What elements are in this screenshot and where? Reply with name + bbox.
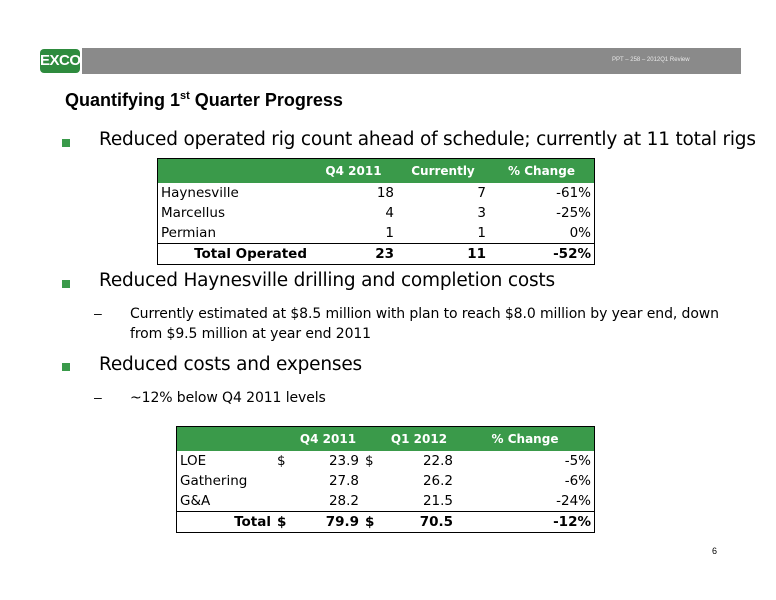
table-row (158, 203, 595, 223)
cost-row-cur2: $ (365, 453, 374, 469)
rig-row-change: -25% (556, 205, 591, 221)
cost-total-change: -12% (456, 512, 595, 533)
cost-row-cur1: $ (277, 453, 286, 469)
rig-total-label: Total Operated (158, 244, 311, 265)
rig-row-label: Marcellus (161, 205, 225, 221)
bullet-marker-2 (62, 280, 70, 288)
table-row (177, 471, 595, 491)
bullet-marker-1 (62, 139, 70, 147)
rig-total-change: -52% (489, 244, 595, 265)
rig-total-row (158, 244, 595, 265)
subbullet-text-1: Currently estimated at $8.5 million with plan to reach $8.0 million by year end, down from $9.5 million at year end 2011 (130, 306, 719, 342)
rig-header-currently: Currently (397, 159, 489, 184)
table-row (177, 451, 595, 471)
cost-total-cur1: $ (274, 512, 294, 533)
cost-total-label: Total (177, 512, 275, 533)
bullet-text-3: Reduced costs and expenses (99, 354, 362, 375)
rig-row-change: -61% (556, 185, 591, 201)
table-row (177, 491, 595, 512)
rig-row-change: 0% (569, 225, 591, 241)
cost-row-q1: 26.2 (422, 473, 453, 489)
cost-row-label: LOE (180, 453, 207, 469)
cost-total-row (177, 512, 595, 533)
cost-row-label: Gathering (180, 473, 248, 489)
cost-header-cur1 (274, 427, 294, 452)
exco-logo (38, 46, 82, 76)
cost-row-change: -24% (556, 493, 591, 509)
page-number: 6 (712, 546, 718, 556)
cost-row-q1: 21.5 (422, 493, 453, 509)
table-row (158, 183, 595, 203)
cost-row-label: G&A (180, 493, 211, 509)
bullet-text-2: Reduced Haynesville drilling and completion costs (99, 270, 555, 291)
logo-badge: EXCO (40, 49, 80, 73)
rig-row-current: 7 (477, 185, 486, 201)
subbullet-dash-1: – (94, 305, 102, 321)
cost-row-cur2 (362, 471, 382, 491)
rig-row-label: Haynesville (161, 185, 239, 201)
rig-header-blank (158, 159, 311, 184)
cost-header-q4: Q4 2011 (294, 427, 362, 452)
header-doc-ref: PPT – 258 – 2012Q1 Review (612, 57, 690, 63)
cost-row-q4: 27.8 (328, 473, 359, 489)
cost-header-blank (177, 427, 275, 452)
title-rest: Quarter Progress (189, 90, 343, 110)
cost-header-change: % Change (456, 427, 595, 452)
cost-header-q1: Q1 2012 (382, 427, 456, 452)
bullet-marker-3 (62, 363, 70, 371)
title-sup: st (180, 90, 190, 102)
cost-total-q1: 70.5 (382, 512, 456, 533)
cost-header-cur2 (362, 427, 382, 452)
subbullet-dash-2: – (94, 389, 102, 405)
table-row (158, 223, 595, 244)
rig-count-table (157, 158, 595, 265)
cost-total-cur2: $ (362, 512, 382, 533)
rig-row-current: 1 (477, 225, 486, 241)
rig-row-current: 3 (477, 205, 486, 221)
cost-row-cur2 (362, 491, 382, 512)
rig-row-q4: 1 (385, 225, 394, 241)
bullet-text-1: Reduced operated rig count ahead of schedule; currently at 11 total rigs (99, 129, 756, 150)
cost-row-q4: 28.2 (328, 493, 359, 509)
rig-row-q4: 18 (376, 185, 394, 201)
rig-total-current: 11 (397, 244, 489, 265)
cost-row-cur1 (274, 491, 294, 512)
subbullet-text-2: ~12% below Q4 2011 levels (130, 390, 326, 406)
rig-row-q4: 4 (385, 205, 394, 221)
rig-total-q4: 23 (310, 244, 397, 265)
rig-header-change: % Change (489, 159, 595, 184)
title-main: Quantifying 1 (65, 90, 181, 110)
cost-total-q4: 79.9 (294, 512, 362, 533)
cost-table (176, 426, 595, 533)
cost-row-change: -6% (564, 473, 591, 489)
cost-row-cur1 (274, 471, 294, 491)
cost-row-q1: 22.8 (422, 453, 453, 469)
rig-header-q4: Q4 2011 (310, 159, 397, 184)
page-title (65, 90, 343, 111)
cost-row-q4: 23.9 (328, 453, 359, 469)
rig-row-label: Permian (161, 225, 217, 241)
cost-row-change: -5% (564, 453, 591, 469)
cost-table-header (177, 427, 595, 452)
rig-table-header (158, 159, 595, 184)
